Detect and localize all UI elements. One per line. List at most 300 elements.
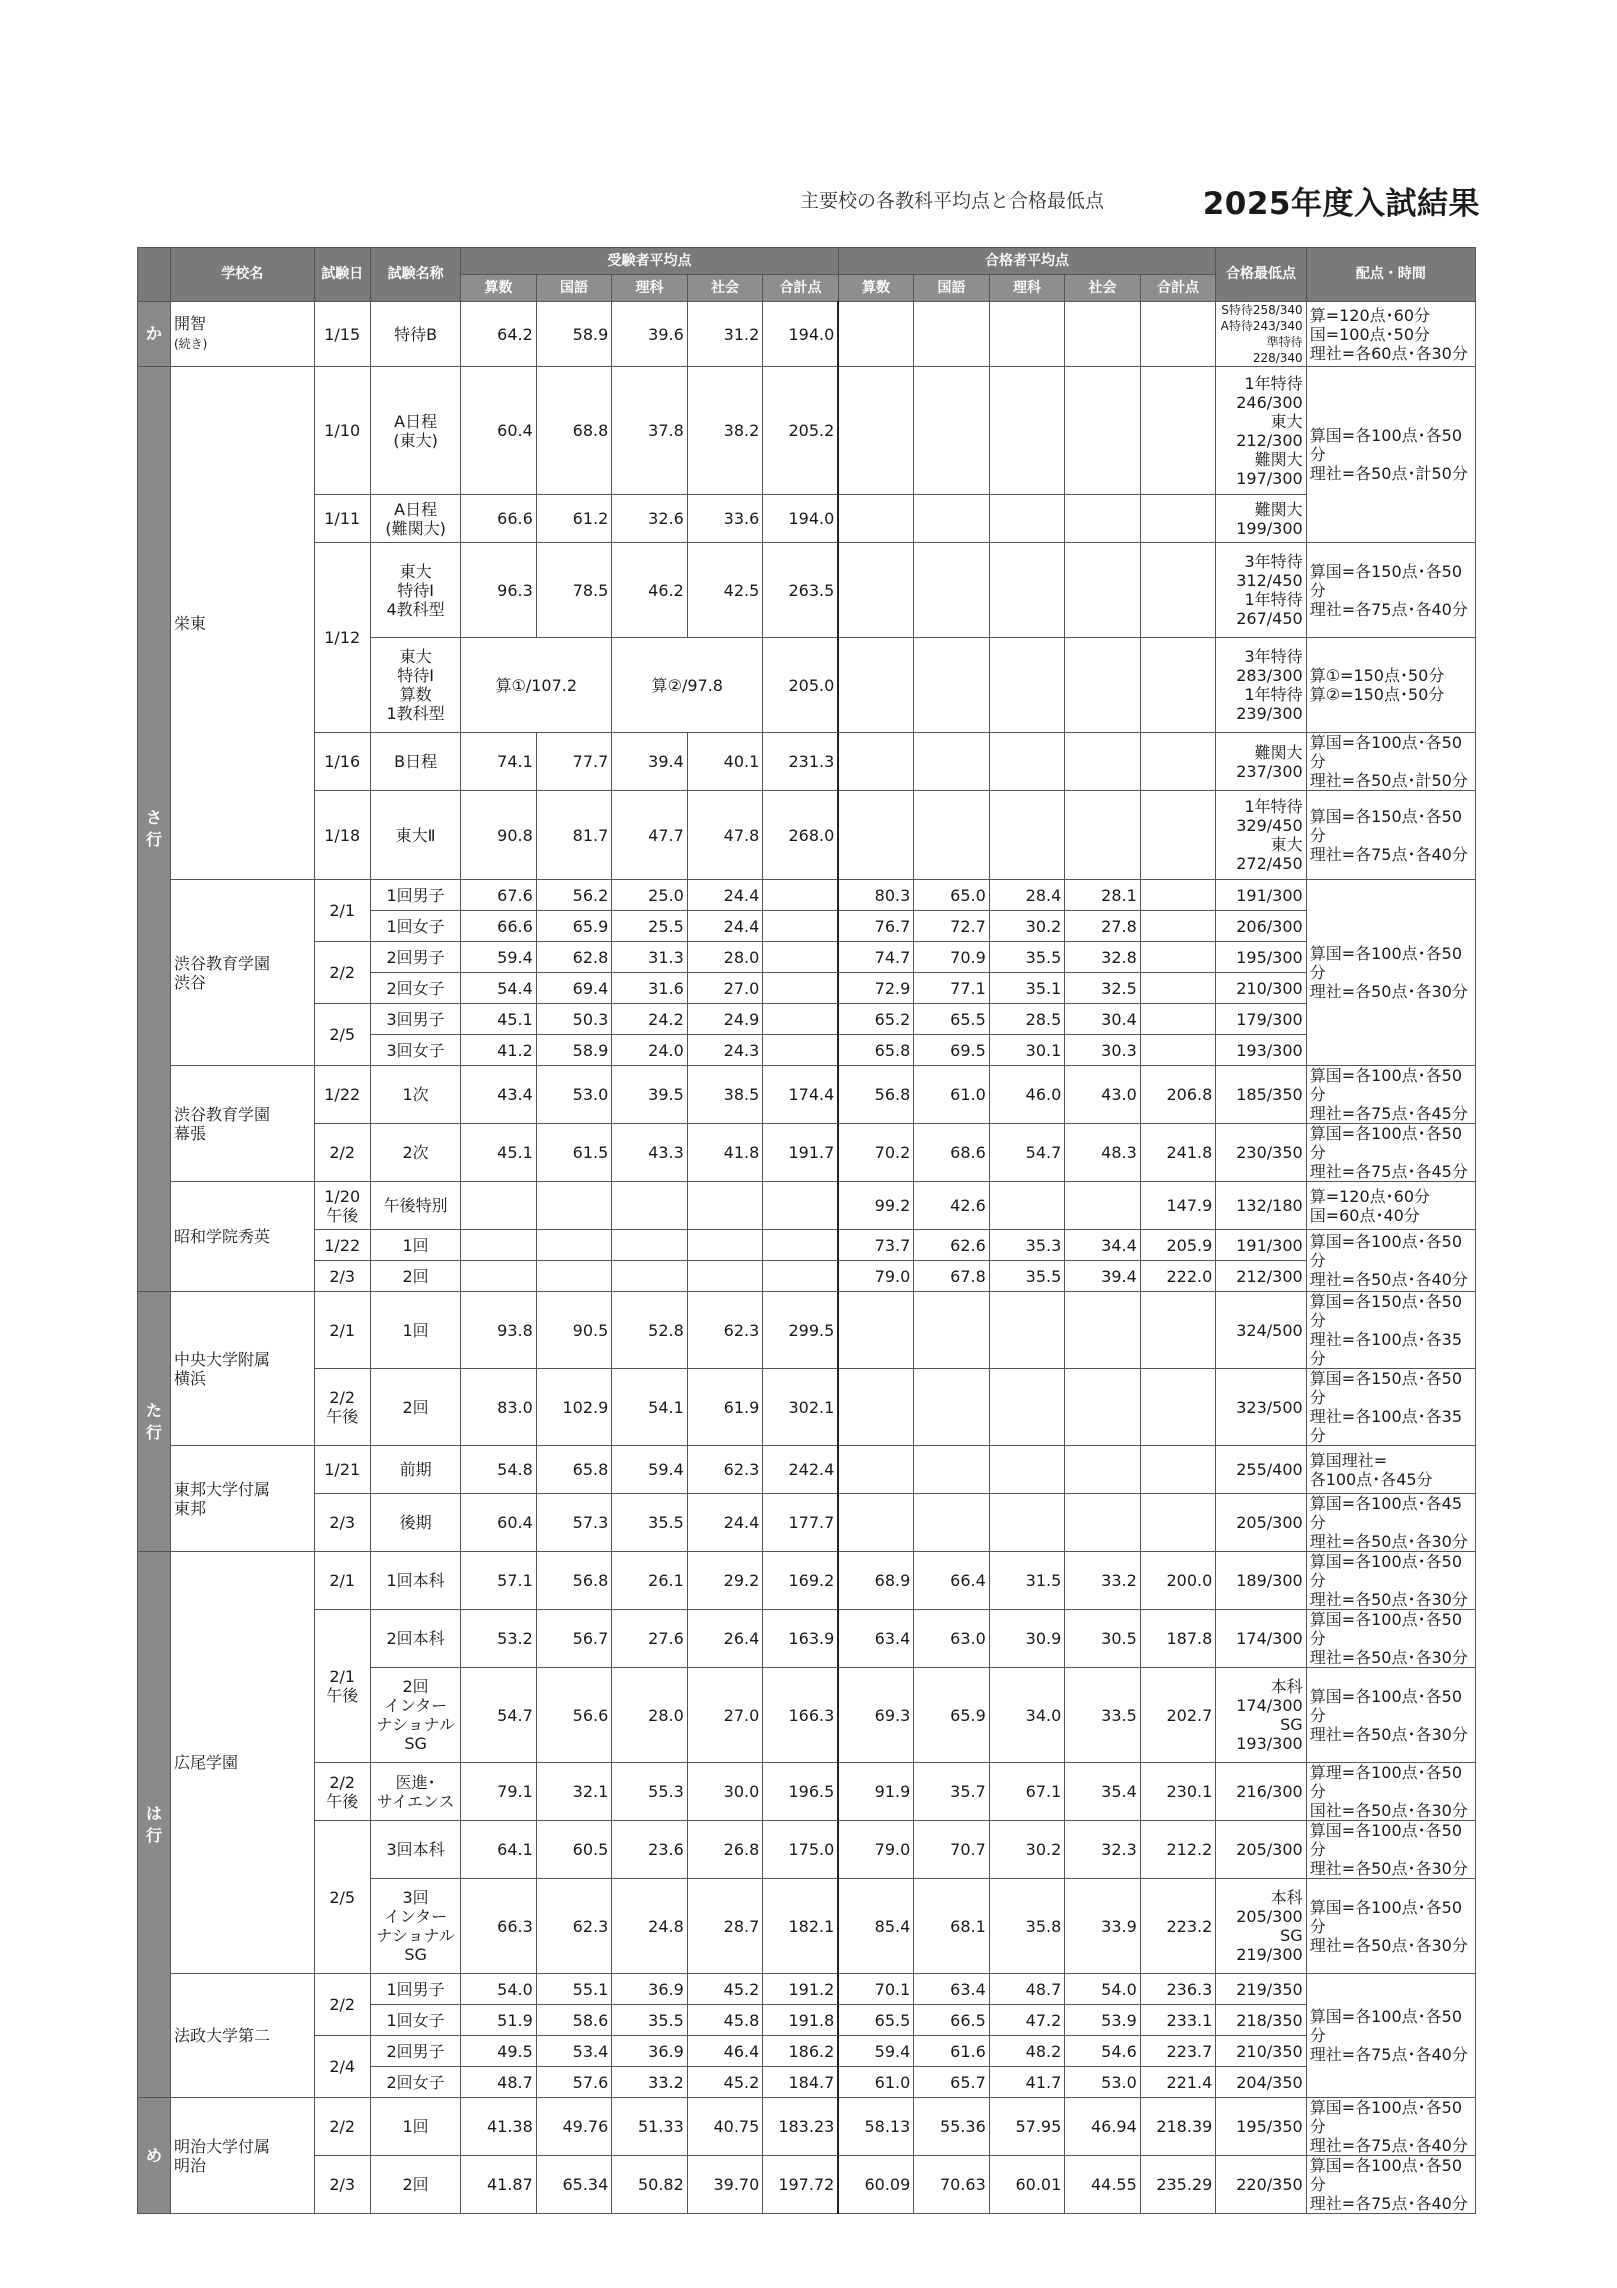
exam-date: 2/2 午後	[314, 1369, 370, 1446]
exam-date: 2/1	[314, 880, 370, 942]
score-cell: 183.23	[763, 2098, 839, 2156]
exam-date: 1/22	[314, 1230, 370, 1261]
exam-name: 1回	[370, 1292, 460, 1369]
score-cell: 65.8	[838, 1035, 914, 1066]
exam-name: 前期	[370, 1446, 460, 1494]
score-cell: 65.7	[914, 2067, 990, 2098]
exam-name: 2回男子	[370, 942, 460, 973]
score-cell: 61.6	[914, 2036, 990, 2067]
score-cell: 34.0	[989, 1668, 1065, 1763]
kana-label: た行	[138, 1292, 171, 1552]
score-cell: 222.0	[1140, 1261, 1216, 1292]
score-cell: 62.3	[687, 1446, 763, 1494]
score-cell: 65.0	[914, 880, 990, 911]
score-cell: 62.6	[914, 1230, 990, 1261]
score-cell	[914, 543, 990, 638]
score-cell: 70.2	[838, 1124, 914, 1182]
score-cell	[1140, 880, 1216, 911]
score-cell	[461, 1261, 537, 1292]
table-row	[138, 942, 1476, 973]
score-cell: 60.5	[536, 1821, 612, 1879]
score-cell	[914, 638, 990, 733]
score-cell	[1065, 733, 1141, 791]
score-cell: 62.3	[687, 1292, 763, 1369]
score-cell: 32.3	[1065, 1821, 1141, 1879]
score-cell: 65.5	[914, 1004, 990, 1035]
score-cell	[838, 791, 914, 880]
score-cell: 59.4	[461, 942, 537, 973]
score-cell: 31.5	[989, 1552, 1065, 1610]
score-cell	[1140, 911, 1216, 942]
score-cell: 25.0	[612, 880, 688, 911]
table-row	[138, 1292, 1476, 1369]
exam-date: 1/16	[314, 733, 370, 791]
table-row	[138, 1124, 1476, 1182]
min-score: 1年特待 329/450 東大 272/450	[1216, 791, 1306, 880]
score-cell	[1140, 367, 1216, 495]
exam-name: 1回	[370, 2098, 460, 2156]
score-cell: 60.4	[461, 367, 537, 495]
score-cell: 66.6	[461, 911, 537, 942]
score-cell	[1065, 1182, 1141, 1230]
table-row	[138, 791, 1476, 880]
score-cell	[687, 1182, 763, 1230]
subject-header: 社会	[687, 275, 763, 302]
score-cell	[989, 495, 1065, 543]
score-cell: 45.2	[687, 2067, 763, 2098]
score-cell	[838, 733, 914, 791]
score-cell: 93.8	[461, 1292, 537, 1369]
score-cell	[989, 1446, 1065, 1494]
score-cell	[914, 1446, 990, 1494]
score-cell: 32.6	[612, 495, 688, 543]
allocation: 算=120点･60分 国=100点･50分 理社=各60点･各30分	[1306, 302, 1475, 367]
score-cell: 35.8	[989, 1879, 1065, 1974]
score-cell: 36.9	[612, 2036, 688, 2067]
subject-header: 国語	[914, 275, 990, 302]
score-cell: 263.5	[763, 543, 839, 638]
score-cell	[989, 1292, 1065, 1369]
exam-date: 2/2 午後	[314, 1763, 370, 1821]
allocation: 算国=各100点･各45分 理社=各50点･各30分	[1306, 1494, 1475, 1552]
score-cell: 33.5	[1065, 1668, 1141, 1763]
min-score: 220/350	[1216, 2156, 1306, 2214]
table-row	[138, 733, 1476, 791]
score-cell	[1065, 367, 1141, 495]
score-cell: 70.9	[914, 942, 990, 973]
score-cell: 53.0	[536, 1066, 612, 1124]
table-row	[138, 1610, 1476, 1668]
score-cell: 69.5	[914, 1035, 990, 1066]
passer-avg-header: 合格者平均点	[838, 248, 1216, 275]
score-cell: 236.3	[1140, 1974, 1216, 2005]
min-score: 本科 205/300 SG 219/300	[1216, 1879, 1306, 1974]
score-cell: 59.4	[838, 2036, 914, 2067]
score-cell: 30.2	[989, 911, 1065, 942]
score-cell	[763, 911, 839, 942]
table-row	[138, 1182, 1476, 1230]
subject-header: 理科	[989, 275, 1065, 302]
score-cell	[1140, 543, 1216, 638]
score-cell	[989, 1182, 1065, 1230]
table-row	[138, 1552, 1476, 1610]
score-cell	[612, 1182, 688, 1230]
subject-header: 理科	[612, 275, 688, 302]
score-cell: 69.3	[838, 1668, 914, 1763]
score-cell: 28.1	[1065, 880, 1141, 911]
score-cell: 33.2	[612, 2067, 688, 2098]
score-cell: 41.38	[461, 2098, 537, 2156]
score-cell: 194.0	[763, 495, 839, 543]
min-score: 185/350	[1216, 1066, 1306, 1124]
score-cell	[989, 543, 1065, 638]
results-table	[137, 247, 1476, 2214]
score-cell	[914, 1369, 990, 1446]
score-cell: 48.7	[989, 1974, 1065, 2005]
score-cell: 191.2	[763, 1974, 839, 2005]
allocation: 算①=150点･50分 算②=150点･50分	[1306, 638, 1475, 733]
score-cell: 66.6	[461, 495, 537, 543]
score-cell: 57.95	[989, 2098, 1065, 2156]
allocation: 算国=各100点･各50分 理社=各75点･各40分	[1306, 2156, 1475, 2214]
score-cell: 54.7	[461, 1668, 537, 1763]
score-cell: 29.2	[687, 1552, 763, 1610]
score-cell: 57.3	[536, 1494, 612, 1552]
score-cell	[1065, 791, 1141, 880]
score-cell	[763, 973, 839, 1004]
score-cell: 58.9	[536, 302, 612, 367]
score-cell: 166.3	[763, 1668, 839, 1763]
score-cell: 26.8	[687, 1821, 763, 1879]
exam-date: 2/2	[314, 2098, 370, 2156]
score-cell: 31.2	[687, 302, 763, 367]
score-cell: 27.8	[1065, 911, 1141, 942]
score-cell: 39.4	[612, 733, 688, 791]
score-cell: 32.5	[1065, 973, 1141, 1004]
score-cell: 24.3	[687, 1035, 763, 1066]
exam-name: 1回女子	[370, 2005, 460, 2036]
score-cell: 35.3	[989, 1230, 1065, 1261]
score-cell: 200.0	[1140, 1552, 1216, 1610]
min-score: 難関大 237/300	[1216, 733, 1306, 791]
exam-name: 1回男子	[370, 1974, 460, 2005]
score-cell	[838, 367, 914, 495]
min-score: 216/300	[1216, 1763, 1306, 1821]
score-cell	[838, 1292, 914, 1369]
score-cell: 46.4	[687, 2036, 763, 2067]
score-cell: 58.9	[536, 1035, 612, 1066]
score-cell	[989, 733, 1065, 791]
table-row	[138, 1369, 1476, 1446]
min-score: 230/350	[1216, 1124, 1306, 1182]
score-cell: 47.7	[612, 791, 688, 880]
exam-date: 1/10	[314, 367, 370, 495]
score-cell	[461, 1230, 537, 1261]
subject-header: 算数	[838, 275, 914, 302]
table-row	[138, 543, 1476, 638]
score-cell: 30.3	[1065, 1035, 1141, 1066]
min-score: 204/350	[1216, 2067, 1306, 2098]
score-cell: 39.5	[612, 1066, 688, 1124]
score-cell: 54.7	[989, 1124, 1065, 1182]
score-cell	[1140, 638, 1216, 733]
exam-name: 2回女子	[370, 2067, 460, 2098]
score-cell: 49.5	[461, 2036, 537, 2067]
score-cell	[989, 367, 1065, 495]
score-cell	[1140, 1446, 1216, 1494]
exam-name: 医進･ サイエンス	[370, 1763, 460, 1821]
school-name: 東邦大学付属 東邦	[170, 1446, 314, 1552]
school-name: 中央大学附属 横浜	[170, 1292, 314, 1446]
score-cell: 54.0	[1065, 1974, 1141, 2005]
min-score: 191/300	[1216, 1230, 1306, 1261]
score-cell	[1065, 302, 1141, 367]
allocation: 算理=各100点･各50分 国社=各50点･各30分	[1306, 1763, 1475, 1821]
score-cell: 39.6	[612, 302, 688, 367]
subject-header: 算数	[461, 275, 537, 302]
score-cell: 58.6	[536, 2005, 612, 2036]
allocation: 算国=各150点･各50分 理社=各75点･各40分	[1306, 543, 1475, 638]
subject-header: 合計点	[763, 275, 839, 302]
exam-name: 1回本科	[370, 1552, 460, 1610]
exam-date: 2/2	[314, 1974, 370, 2036]
score-cell: 77.7	[536, 733, 612, 791]
score-cell	[1140, 733, 1216, 791]
min-score: 3年特待 312/450 1年特待 267/450	[1216, 543, 1306, 638]
exam-date: 1/15	[314, 302, 370, 367]
table-row	[138, 1230, 1476, 1261]
score-cell: 53.0	[1065, 2067, 1141, 2098]
score-cell: 53.2	[461, 1610, 537, 1668]
table-row	[138, 1066, 1476, 1124]
exam-date: 1/11	[314, 495, 370, 543]
score-cell	[1140, 1035, 1216, 1066]
score-cell: 90.8	[461, 791, 537, 880]
score-cell: 45.2	[687, 1974, 763, 2005]
score-cell: 73.7	[838, 1230, 914, 1261]
score-cell: 147.9	[1140, 1182, 1216, 1230]
exam-date: 2/3	[314, 2156, 370, 2214]
score-cell: 53.9	[1065, 2005, 1141, 2036]
allocation: 算国=各100点･各50分 理社=各75点･各40分	[1306, 1974, 1475, 2098]
score-cell	[687, 1230, 763, 1261]
score-cell: 47.8	[687, 791, 763, 880]
allocation: 算国理社= 各100点･各45分	[1306, 1446, 1475, 1494]
score-cell: 197.72	[763, 2156, 839, 2214]
score-cell: 35.7	[914, 1763, 990, 1821]
allocation: 算国=各100点･各50分 理社=各75点･各45分	[1306, 1066, 1475, 1124]
score-cell: 191.7	[763, 1124, 839, 1182]
score-cell: 78.5	[536, 543, 612, 638]
score-cell: 57.6	[536, 2067, 612, 2098]
score-cell	[838, 1369, 914, 1446]
score-cell: 41.2	[461, 1035, 537, 1066]
score-cell: 56.8	[838, 1066, 914, 1124]
score-cell: 24.0	[612, 1035, 688, 1066]
score-cell	[763, 942, 839, 973]
allocation: 算国=各100点･各50分 理社=各50点･各30分	[1306, 1552, 1475, 1610]
min-score: 205/300	[1216, 1494, 1306, 1552]
score-cell	[914, 495, 990, 543]
kana-label: め	[138, 2098, 171, 2214]
score-cell: 175.0	[763, 1821, 839, 1879]
score-cell	[536, 1182, 612, 1230]
score-cell: 54.6	[1065, 2036, 1141, 2067]
score-cell: 61.2	[536, 495, 612, 543]
score-cell: 66.3	[461, 1879, 537, 1974]
score-cell: 235.29	[1140, 2156, 1216, 2214]
score-cell: 48.7	[461, 2067, 537, 2098]
exam-date: 1/22	[314, 1066, 370, 1124]
score-cell: 54.0	[461, 1974, 537, 2005]
score-cell: 163.9	[763, 1610, 839, 1668]
allocation: 算国=各100点･各50分 理社=各50点･計50分	[1306, 367, 1475, 543]
score-cell	[1065, 1494, 1141, 1552]
score-cell: 48.2	[989, 2036, 1065, 2067]
exam-date: 1/18	[314, 791, 370, 880]
score-cell: 91.9	[838, 1763, 914, 1821]
min-score: 219/350	[1216, 1974, 1306, 2005]
score-cell: 46.0	[989, 1066, 1065, 1124]
exam-date: 2/3	[314, 1261, 370, 1292]
school-name: 法政大学第二	[170, 1974, 314, 2098]
exam-date: 2/2	[314, 942, 370, 1004]
table-row	[138, 495, 1476, 543]
score-cell: 66.4	[914, 1552, 990, 1610]
score-cell: 26.1	[612, 1552, 688, 1610]
score-cell	[914, 733, 990, 791]
score-cell: 76.7	[838, 911, 914, 942]
score-cell: 56.2	[536, 880, 612, 911]
table-row	[138, 880, 1476, 911]
score-cell	[612, 1261, 688, 1292]
exam-date: 2/2	[314, 1124, 370, 1182]
exam-date: 1/20 午後	[314, 1182, 370, 1230]
score-cell: 54.1	[612, 1369, 688, 1446]
min-score: 174/300	[1216, 1610, 1306, 1668]
allocation: 算国=各100点･各50分 理社=各50点･各30分	[1306, 1668, 1475, 1763]
score-cell: 25.5	[612, 911, 688, 942]
allocation-header: 配点・時間	[1306, 248, 1475, 302]
score-cell: 233.1	[1140, 2005, 1216, 2036]
allocation: 算国=各100点･各50分 理社=各50点･各30分	[1306, 1610, 1475, 1668]
score-cell: 55.36	[914, 2098, 990, 2156]
score-cell: 53.4	[536, 2036, 612, 2067]
exam-date: 1/12	[314, 543, 370, 733]
score-cell: 55.1	[536, 1974, 612, 2005]
score-cell: 61.0	[838, 2067, 914, 2098]
score-cell: 83.0	[461, 1369, 537, 1446]
score-cell: 242.4	[763, 1446, 839, 1494]
table-row	[138, 302, 1476, 367]
score-cell	[536, 1230, 612, 1261]
exam-name: 1回女子	[370, 911, 460, 942]
min-score: 195/350	[1216, 2098, 1306, 2156]
score-cell: 177.7	[763, 1494, 839, 1552]
allocation: 算国=各150点･各50分 理社=各100点･各35分	[1306, 1369, 1475, 1446]
min-score: 210/300	[1216, 973, 1306, 1004]
table-row	[138, 367, 1476, 495]
score-cell: 37.8	[612, 367, 688, 495]
allocation: 算国=各150点･各50分 理社=各100点･各35分	[1306, 1292, 1475, 1369]
score-cell: 28.7	[687, 1879, 763, 1974]
score-cell: 61.9	[687, 1369, 763, 1446]
score-cell: 24.2	[612, 1004, 688, 1035]
min-score: 179/300	[1216, 1004, 1306, 1035]
score-cell: 302.1	[763, 1369, 839, 1446]
score-cell: 230.1	[1140, 1763, 1216, 1821]
score-cell: 31.6	[612, 973, 688, 1004]
score-cell: 35.5	[612, 1494, 688, 1552]
score-cell	[763, 1261, 839, 1292]
score-cell	[461, 1182, 537, 1230]
min-score: 323/500	[1216, 1369, 1306, 1446]
table-row	[138, 1974, 1476, 2005]
score-cell: 223.2	[1140, 1879, 1216, 1974]
exam-name: 1回	[370, 1230, 460, 1261]
exam-name: 2次	[370, 1124, 460, 1182]
score-cell: 36.9	[612, 1974, 688, 2005]
score-cell: 27.6	[612, 1610, 688, 1668]
score-cell	[914, 1292, 990, 1369]
score-cell: 43.0	[1065, 1066, 1141, 1124]
score-cell	[838, 495, 914, 543]
score-cell: 79.1	[461, 1763, 537, 1821]
score-cell: 182.1	[763, 1879, 839, 1974]
exam-name: 3回男子	[370, 1004, 460, 1035]
score-cell	[989, 1494, 1065, 1552]
score-cell	[1065, 1369, 1141, 1446]
exam-date: 2/1 午後	[314, 1610, 370, 1763]
score-cell: 231.3	[763, 733, 839, 791]
table-row	[138, 1446, 1476, 1494]
exam-date: 2/1	[314, 1292, 370, 1369]
school-header: 学校名	[170, 248, 314, 302]
score-cell: 60.01	[989, 2156, 1065, 2214]
exam-name: 1回男子	[370, 880, 460, 911]
allocation: 算国=各100点･各50分 理社=各75点･各40分	[1306, 2098, 1475, 2156]
score-cell: 268.0	[763, 791, 839, 880]
score-cell: 28.0	[687, 942, 763, 973]
allocation: 算国=各100点･各50分 理社=各50点･各30分	[1306, 1821, 1475, 1879]
math-1-score: 算①/107.2	[461, 638, 612, 733]
score-cell: 72.7	[914, 911, 990, 942]
min-score: 本科 174/300 SG 193/300	[1216, 1668, 1306, 1763]
score-cell: 26.4	[687, 1610, 763, 1668]
score-cell	[989, 791, 1065, 880]
exam-name: 3回女子	[370, 1035, 460, 1066]
score-cell: 34.4	[1065, 1230, 1141, 1261]
score-cell: 212.2	[1140, 1821, 1216, 1879]
score-cell: 55.3	[612, 1763, 688, 1821]
score-cell: 24.4	[687, 911, 763, 942]
applicant-avg-header: 受験者平均点	[461, 248, 839, 275]
score-cell: 194.0	[763, 302, 839, 367]
min-score: 132/180	[1216, 1182, 1306, 1230]
kana-label: か	[138, 302, 171, 367]
score-cell: 72.9	[838, 973, 914, 1004]
allocation: 算国=各100点･各50分 理社=各50点･各40分	[1306, 1230, 1475, 1292]
score-cell: 65.9	[914, 1668, 990, 1763]
score-cell: 65.9	[536, 911, 612, 942]
score-cell: 65.34	[536, 2156, 612, 2214]
score-cell	[838, 302, 914, 367]
score-cell: 196.5	[763, 1763, 839, 1821]
score-cell: 51.9	[461, 2005, 537, 2036]
score-cell: 65.8	[536, 1446, 612, 1494]
score-cell: 186.2	[763, 2036, 839, 2067]
score-cell: 56.7	[536, 1610, 612, 1668]
